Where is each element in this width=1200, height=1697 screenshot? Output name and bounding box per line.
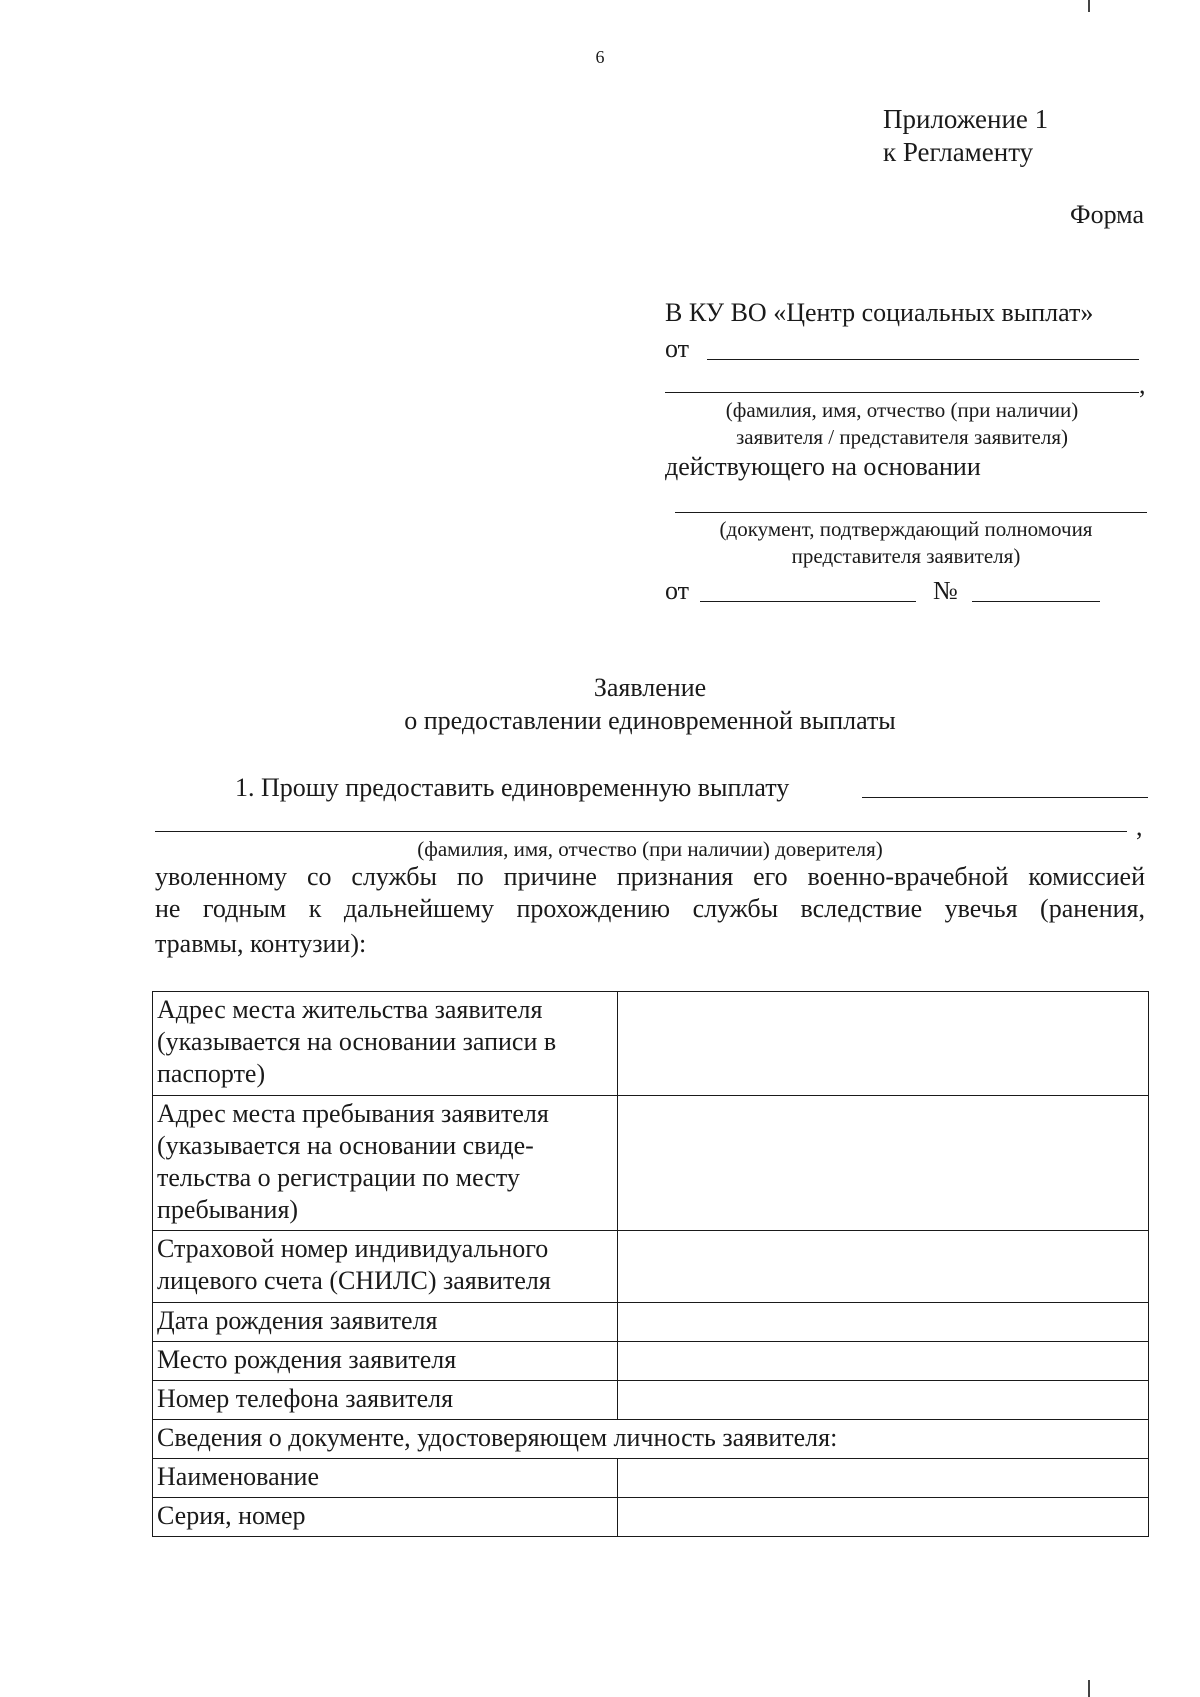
acting-basis-label: действующего на основании (665, 452, 981, 481)
request-text-line-2: не годным к дальнейшему прохождению службы вследствие увечья (ранения, (155, 894, 1145, 923)
addressee-to-line: В КУ ВО «Центр социальных выплат» (665, 298, 1094, 327)
table-row (153, 1096, 1149, 1231)
table-row (153, 992, 1149, 1096)
row-value-input[interactable] (618, 1303, 1149, 1342)
appendix-title: Приложение 1 (883, 104, 1049, 134)
name-hint-line-1: (фамилия, имя, отчество (при наличии) (725, 398, 1079, 422)
row-label: Место рождения заявителя (153, 1342, 618, 1381)
date-label: от (665, 576, 690, 605)
authority-document-field[interactable] (675, 512, 1147, 513)
document-title: Заявление (593, 673, 707, 702)
number-label: № (933, 576, 958, 605)
applicant-info-table (152, 991, 1149, 1537)
row-label: Страховой номер индивидуального лицевого счета (СНИЛС) заявителя (153, 1231, 618, 1303)
row-value-input[interactable] (618, 992, 1149, 1096)
table-row (153, 1303, 1149, 1342)
doc-hint-line-1: (документ, подтверждающий полномочия (719, 517, 1093, 541)
comma: , (1139, 370, 1146, 399)
applicant-name-field-1[interactable] (707, 359, 1139, 360)
from-label: от (665, 334, 690, 363)
request-comma: , (1136, 812, 1143, 841)
table-row (153, 1420, 1149, 1459)
doc-hint-line-2: представителя заявителя) (791, 544, 1021, 568)
page-number: 6 (595, 47, 605, 67)
row-label: Адрес места пребывания заявителя (указывается на основании свиде-тельства о регистрации по месту пребывания) (153, 1096, 618, 1231)
row-label: Наименование (153, 1459, 618, 1498)
table-row (153, 1381, 1149, 1420)
applicant-name-field-2[interactable] (665, 392, 1139, 393)
row-value-input[interactable] (618, 1231, 1149, 1303)
document-date-field[interactable] (700, 601, 916, 602)
row-value-input[interactable] (618, 1381, 1149, 1420)
row-value-input[interactable] (618, 1342, 1149, 1381)
table-row (153, 1342, 1149, 1381)
row-value-input[interactable] (618, 1498, 1149, 1537)
appendix-subtitle: к Регламенту (883, 137, 1034, 167)
row-label: Номер телефона заявителя (153, 1381, 618, 1420)
request-text-line-1: уволенному со службы по причине признания его военно-врачебной комиссией (155, 862, 1145, 891)
row-label: Серия, номер (153, 1498, 618, 1537)
document-subtitle: о предоставлении единовременной выплаты (404, 706, 896, 735)
table-row (153, 1498, 1149, 1537)
form-label: Форма (1070, 200, 1144, 229)
table-row (153, 1231, 1149, 1303)
row-value-input[interactable] (618, 1459, 1149, 1498)
trustor-name-field-2[interactable] (155, 831, 1127, 832)
scan-mark (1088, 1680, 1090, 1697)
table-row (153, 1459, 1149, 1498)
trustor-hint: (фамилия, имя, отчество (при наличии) доверителя) (417, 837, 883, 861)
document-number-field[interactable] (972, 601, 1100, 602)
row-label: Адрес места жительства заявителя (указывается на основании записи в паспорте) (153, 992, 618, 1096)
name-hint-line-2: заявителя / представителя заявителя) (735, 425, 1069, 449)
row-label: Дата рождения заявителя (153, 1303, 618, 1342)
trustor-name-field-1[interactable] (862, 797, 1148, 798)
request-intro: 1. Прошу предоставить единовременную выплату (235, 773, 790, 802)
row-value-input[interactable] (618, 1096, 1149, 1231)
identity-section-header: Сведения о документе, удостоверяющем личность заявителя: (153, 1420, 1149, 1459)
scan-mark (1088, 0, 1090, 12)
request-text-line-3: травмы, контузии): (155, 929, 367, 958)
